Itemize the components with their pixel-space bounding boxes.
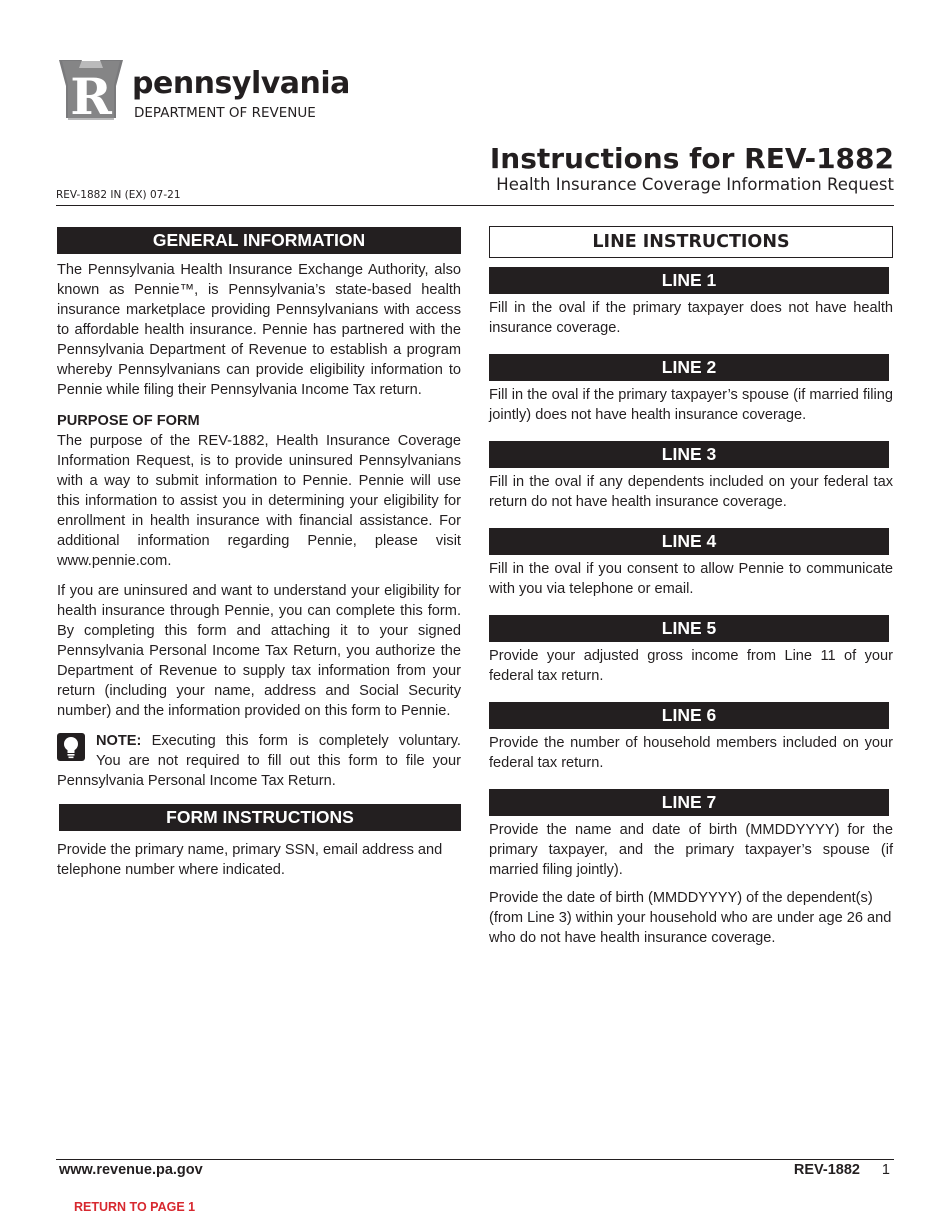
line-6-block: [489, 702, 893, 773]
form-instructions-text: Provide the primary name, primary SSN, email address and telephone number where indicated.: [57, 842, 443, 878]
logo-department-name: DEPARTMENT OF REVENUE: [134, 105, 316, 121]
page-subtitle: Health Insurance Coverage Information Request: [496, 175, 894, 194]
line-7-heading: LINE 7: [489, 789, 889, 816]
form-instructions-heading: FORM INSTRUCTIONS: [59, 804, 461, 831]
line-2-heading: LINE 2: [489, 354, 889, 381]
line-7-text-dependents: Provide the date of birth (MMDDYYYY) of the dependent(s) (from Line 3) within your household who are under age 26 and who do not have health insurance coverage.: [489, 890, 892, 946]
line-1-heading: LINE 1: [489, 267, 889, 294]
footer-website: www.revenue.pa.gov: [59, 1162, 203, 1178]
footer-page-number: 1: [881, 1162, 890, 1178]
line-4-text: Fill in the oval if you consent to allow Pennie to communicate with you via telephone or email.: [489, 561, 893, 597]
line-3-heading: LINE 3: [489, 441, 889, 468]
line-5-heading: LINE 5: [489, 615, 889, 642]
footer-form-number: REV-1882: [793, 1162, 860, 1178]
form-code: REV-1882 IN (EX) 07-21: [56, 189, 181, 201]
line-1-block: [489, 267, 893, 338]
page-title: Instructions for REV-1882: [489, 142, 894, 175]
line-4-block: [489, 528, 893, 599]
line-6-heading: LINE 6: [489, 702, 889, 729]
svg-text:R: R: [70, 67, 112, 126]
logo-state-name: pennsylvania: [132, 66, 350, 101]
line-2-text: Fill in the oval if the primary taxpayer’s spouse (if married filing jointly) does not have health insurance coverage.: [489, 387, 893, 423]
line-4-heading: LINE 4: [489, 528, 889, 555]
line-3-block: [489, 441, 893, 512]
keystone-logo-icon: [56, 58, 126, 128]
note-label: NOTE:: [96, 733, 142, 749]
note-line-2: You are not required to fill out this form to file your: [96, 753, 461, 769]
note-line-3: Pennsylvania Personal Income Tax Return.: [57, 773, 336, 789]
return-to-page-1-link[interactable]: RETURN TO PAGE 1: [74, 1200, 196, 1214]
line-5-text: Provide your adjusted gross income from Line 11 of your federal tax return.: [489, 648, 893, 684]
line-instructions-heading: LINE INSTRUCTIONS: [489, 226, 893, 258]
note-text-1: Executing this form is completely voluntary.: [151, 733, 461, 749]
left-column: [57, 227, 461, 880]
right-column: [489, 226, 893, 948]
line-7-text: Provide the name and date of birth (MMDDYYYY) for the primary taxpayer, and the primary taxpayer’s spouse (if married filing jointly).: [489, 822, 893, 878]
pa-revenue-logo: [56, 58, 350, 130]
note-line-1: [57, 731, 461, 751]
purpose-text: The purpose of the REV-1882, Health Insurance Coverage Information Request, is to provide uninsured Pennsylvanians with a way to submit information to Pennie. Pennie will use this information to assist you in determining your eligibility for enrollment in health insurance with financial assistance. For additional information regarding Pennie, please visit www.pennie.com.: [57, 433, 461, 569]
line-6-text: Provide the number of household members included on your federal tax return.: [489, 735, 893, 771]
line-5-block: [489, 615, 893, 686]
purpose-heading: PURPOSE OF FORM: [57, 413, 200, 429]
header-divider: [56, 205, 894, 206]
line-2-block: [489, 354, 893, 425]
uninsured-text: If you are uninsured and want to understand your eligibility for health insurance through Pennie, you can complete this form. By completing this form and attaching it to your signed Pennsylvania Personal Income Tax Return, you authorize the Department of Revenue to supply tax information from your return (including your name, address and Social Security number) and the information provided on this form to Pennie.: [57, 583, 461, 719]
general-information-heading: GENERAL INFORMATION: [57, 227, 461, 254]
general-intro-text: The Pennsylvania Health Insurance Exchange Authority, also known as Pennie™, is Pennsylvania’s state-based health insurance marketplace providing Pennsylvanians with access to affordable health insurance. Pennie has partnered with the Pennsylvania Department of Revenue to establish a program whereby Pennsylvanians can provide eligibility information to Pennie while filing their Pennsylvania Income Tax return.: [57, 262, 461, 398]
note-block: [57, 731, 461, 791]
footer-divider: [56, 1159, 894, 1160]
lightbulb-icon: [57, 733, 85, 761]
line-7-block: [489, 789, 893, 948]
line-3-text: Fill in the oval if any dependents included on your federal tax return do not have health insurance coverage.: [489, 474, 893, 510]
line-1-text: Fill in the oval if the primary taxpayer does not have health insurance coverage.: [489, 300, 893, 336]
